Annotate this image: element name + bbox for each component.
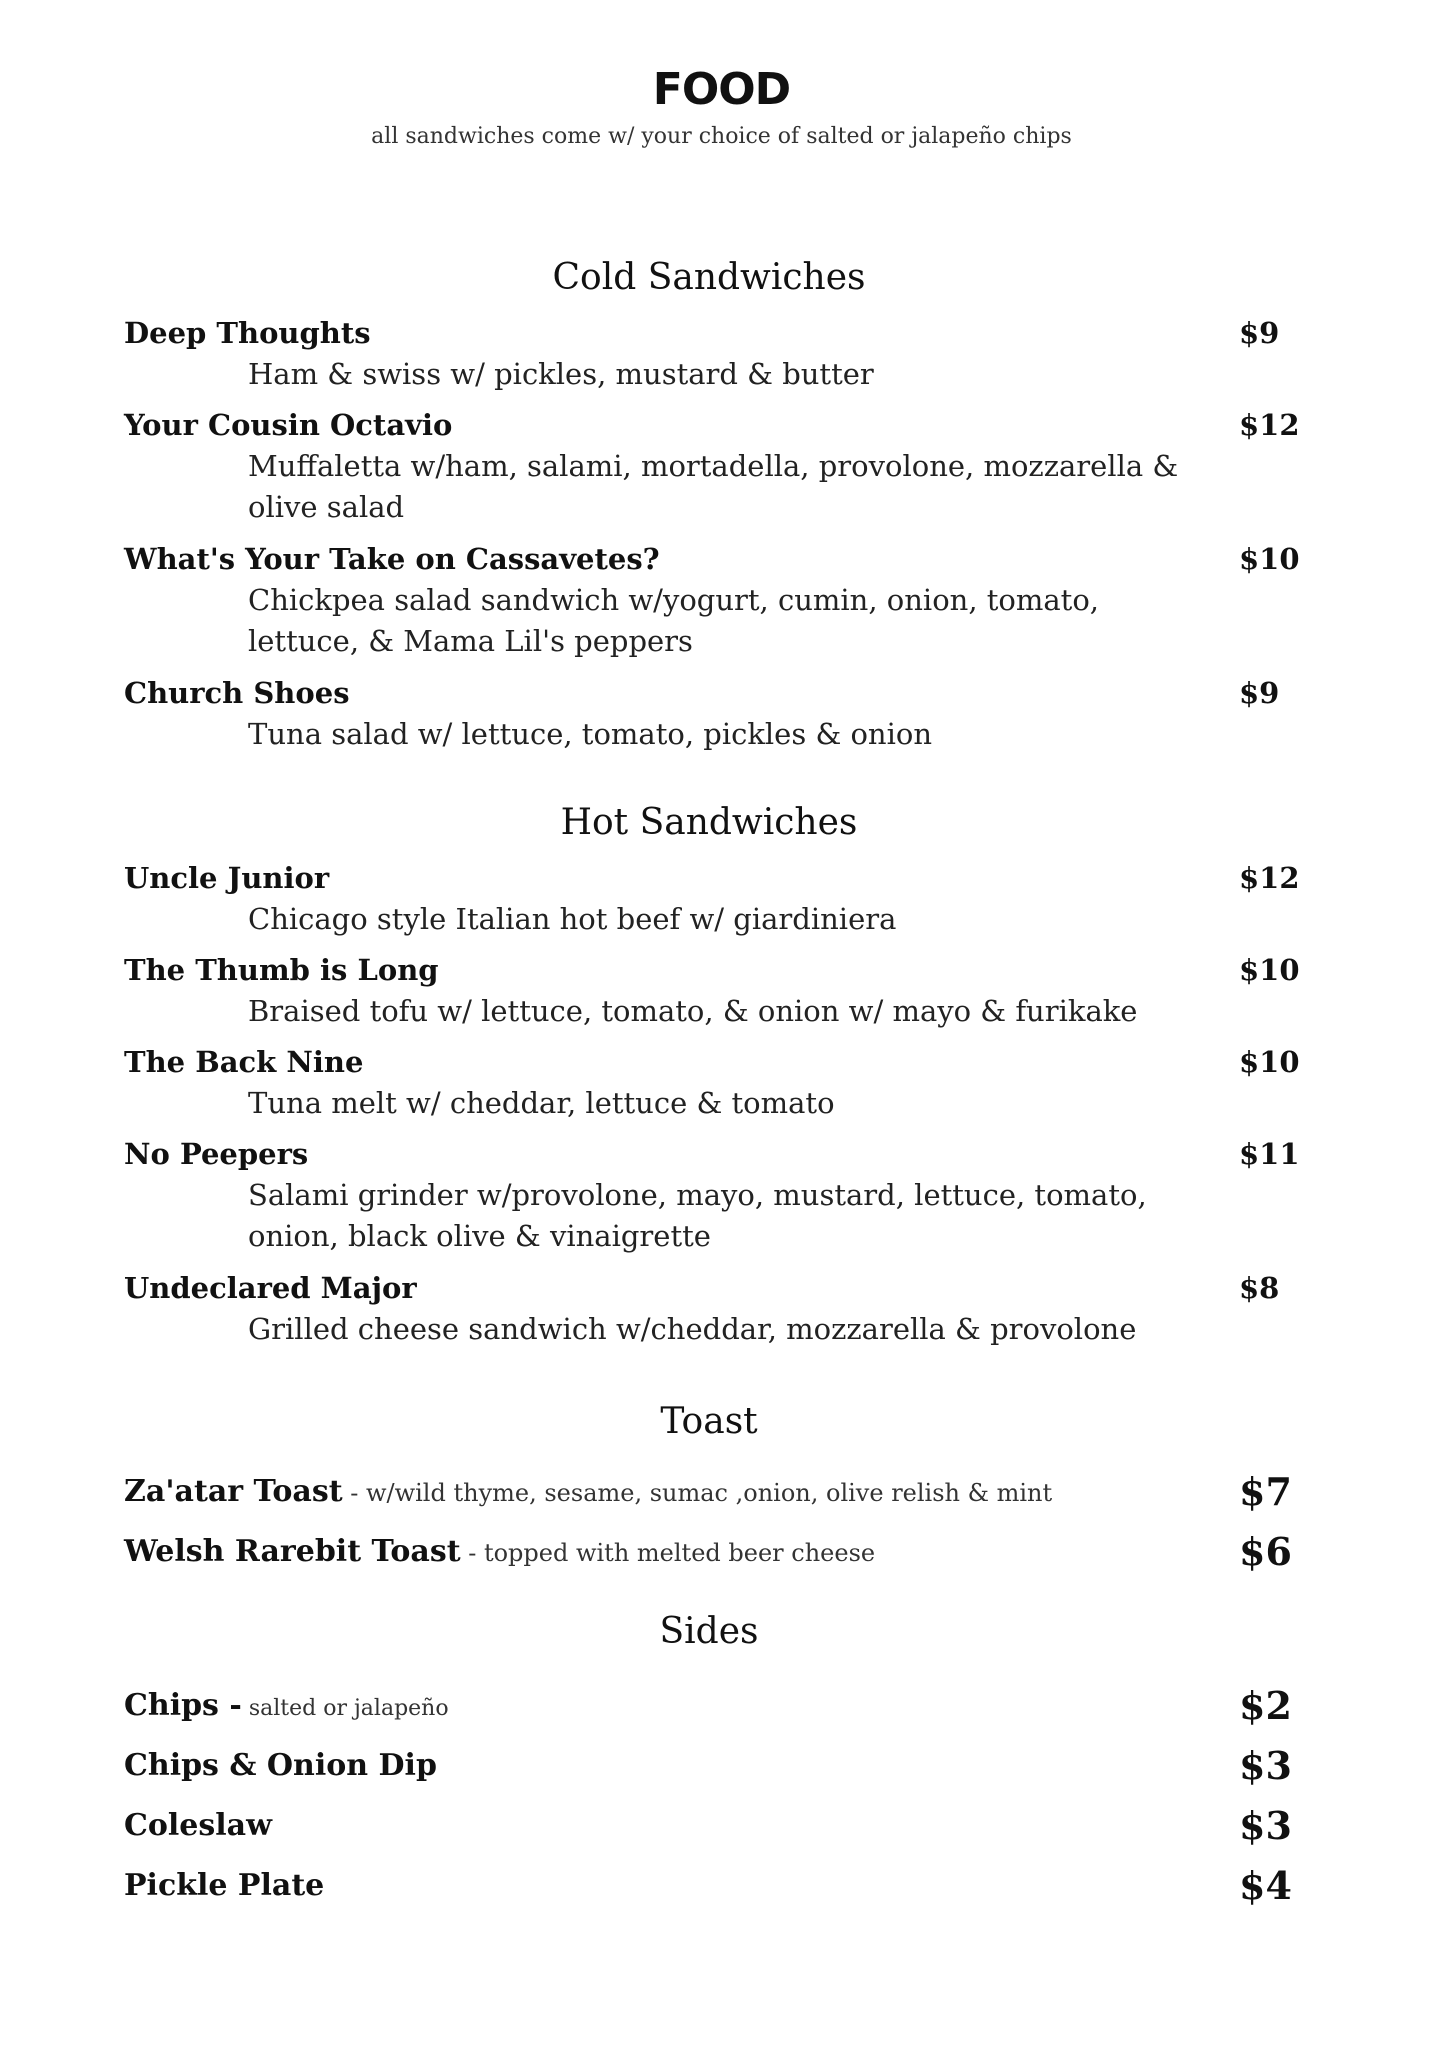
item-price: $3: [1239, 1803, 1292, 1848]
item-description: Braised tofu w/ lettuce, tomato, & onion w/ mayo & furikake: [248, 994, 1138, 1028]
item-price: $10: [1239, 953, 1300, 987]
menu-item: [124, 1796, 1294, 1856]
section-title: Hot Sandwiches: [560, 802, 858, 843]
item-name: What's Your Take on Cassavetes?: [124, 542, 660, 576]
menu-item: [124, 1133, 1300, 1267]
item-price: $12: [1239, 408, 1300, 442]
item-name: Za'atar Toast: [124, 1474, 343, 1509]
item-name: The Thumb is Long: [124, 953, 439, 987]
sides-section: [124, 1606, 1294, 1916]
item-price: $9: [1239, 316, 1280, 350]
item-name: Uncle Junior: [124, 861, 330, 895]
item-description: Grilled cheese sandwich w/cheddar, mozzarella & provolone: [248, 1312, 1137, 1346]
item-description: Muffaletta w/ham, salami, mortadella, provolone, mozzarella & olive salad: [248, 449, 1179, 524]
menu-item: [124, 672, 1294, 764]
item-description: - topped with melted beer cheese: [460, 1539, 876, 1567]
item-price: $4: [1239, 1863, 1292, 1908]
menu-item: [124, 1856, 1294, 1916]
item-description: Tuna salad w/ lettuce, tomato, pickles & onion: [248, 717, 933, 751]
item-price: $2: [1239, 1683, 1292, 1728]
menu-item: [124, 1676, 1294, 1736]
item-price: $3: [1239, 1743, 1292, 1788]
item-description: Chicago style Italian hot beef w/ giardiniera: [248, 902, 897, 936]
menu-item: [124, 538, 1300, 672]
item-name: Welsh Rarebit Toast: [124, 1534, 461, 1569]
item-description: - w/wild thyme, sesame, sumac ,onion, olive relish & mint: [342, 1479, 1053, 1507]
section-title: Cold Sandwiches: [552, 257, 866, 298]
item-description: Salami grinder w/provolone, mayo, mustard, lettuce, tomato, onion, black olive & vinaigrette: [248, 1178, 1147, 1253]
item-name: Chips -: [124, 1688, 242, 1723]
toast-section: [124, 1396, 1294, 1582]
item-name: Chips & Onion Dip: [124, 1748, 437, 1783]
item-name: Deep Thoughts: [124, 316, 371, 350]
section-title: Sides: [659, 1611, 759, 1652]
item-name: Pickle Plate: [124, 1868, 325, 1903]
item-description: salted or jalapeño: [241, 1696, 449, 1721]
item-name: Coleslaw: [124, 1808, 272, 1843]
item-price: $9: [1239, 676, 1280, 710]
item-name: Undeclared Major: [124, 1271, 417, 1305]
menu-item: [124, 1041, 1300, 1133]
item-name: The Back Nine: [124, 1045, 364, 1079]
item-price: $10: [1239, 542, 1300, 576]
item-price: $10: [1239, 1045, 1300, 1079]
menu-item: [124, 949, 1300, 1041]
menu-item: [124, 312, 1294, 404]
cold-sandwiches-section: [124, 252, 1300, 764]
item-price: $12: [1239, 861, 1300, 895]
menu-item: [124, 857, 1300, 949]
menu-item: [124, 404, 1300, 538]
hot-sandwiches-section: [124, 797, 1300, 1359]
menu-item: [124, 1267, 1294, 1359]
section-title: Toast: [660, 1401, 758, 1442]
item-name: Your Cousin Octavio: [124, 408, 453, 442]
item-name: No Peepers: [124, 1137, 309, 1171]
item-name: Church Shoes: [124, 676, 350, 710]
menu-header: [0, 60, 1443, 154]
item-price: $7: [1239, 1469, 1292, 1514]
menu-item: [124, 1736, 1294, 1796]
menu-item: [124, 1462, 1294, 1522]
item-price: $11: [1239, 1137, 1300, 1171]
item-description: Ham & swiss w/ pickles, mustard & butter: [248, 357, 874, 391]
item-price: $8: [1239, 1271, 1280, 1305]
item-description: Chickpea salad sandwich w/yogurt, cumin, onion, tomato, lettuce, & Mama Lil's peppers: [248, 583, 1100, 658]
item-price: $6: [1239, 1529, 1292, 1574]
page-subtitle: all sandwiches come w/ your choice of salted or jalapeño chips: [371, 124, 1072, 149]
page-title: FOOD: [652, 64, 791, 115]
item-description: Tuna melt w/ cheddar, lettuce & tomato: [248, 1086, 835, 1120]
menu-item: [124, 1522, 1294, 1582]
